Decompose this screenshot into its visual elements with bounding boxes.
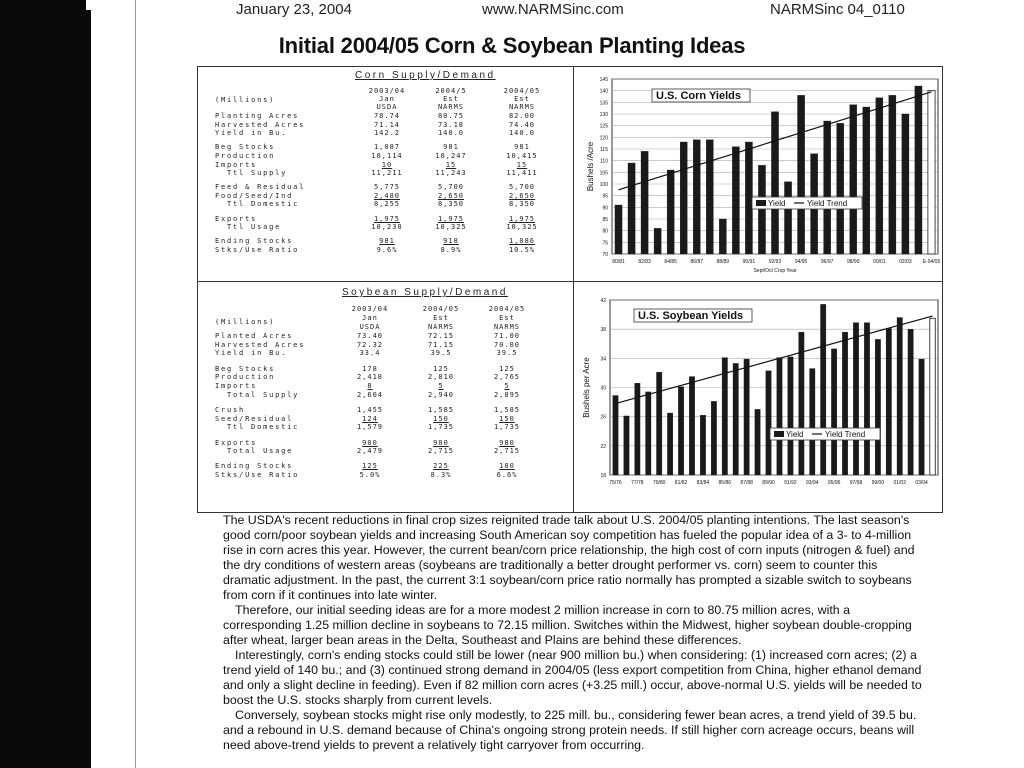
- corn-cell: 11,411: [506, 169, 538, 178]
- soy-cell: 72.32: [356, 340, 384, 349]
- bar-94/95: [820, 304, 825, 475]
- soy-col2-source: NARMS: [427, 323, 455, 331]
- soy-table-row: [215, 382, 565, 391]
- corn-cell: 981: [443, 143, 459, 152]
- soy-cell: 73.40: [356, 332, 384, 340]
- y-tick-label: 125: [599, 123, 608, 130]
- y-tick-label: 135: [599, 100, 608, 107]
- bar-96/97: [824, 121, 831, 254]
- corn-table-title: Corn Supply/Demand: [355, 70, 496, 81]
- corn-row-label: Beg Stocks: [215, 143, 276, 152]
- corn-units-label: (Millions): [215, 96, 276, 104]
- y-tick-label: 18: [600, 473, 606, 479]
- y-tick-label: 140: [599, 88, 608, 95]
- soy-table-row: [215, 439, 565, 448]
- corn-cell: 74.40: [508, 120, 536, 129]
- bar-88/89: [755, 409, 760, 475]
- soy-cell: 1,579: [356, 423, 384, 432]
- corn-row-label: Yield in Bu.: [215, 129, 288, 138]
- soybean-supply-demand-table: [215, 283, 565, 511]
- bar-90/91: [777, 358, 782, 475]
- soy-header-year-row: [215, 305, 565, 314]
- corn-cell: 9.6%: [376, 245, 398, 254]
- soy-table-row: [215, 373, 565, 382]
- y-tick-label: 75: [602, 240, 608, 247]
- y-tick-label: 34: [600, 356, 606, 363]
- corn-cell: 10,325: [435, 223, 467, 232]
- x-tick-label: 99/00: [871, 480, 885, 486]
- corn-cell: 5,700: [437, 183, 465, 192]
- corn-cell: 11,243: [435, 169, 467, 178]
- x-tick-label: 85/86: [718, 480, 732, 486]
- corn-row-label: Harvested Acres: [215, 120, 306, 129]
- bar-99/00: [875, 339, 880, 475]
- y-tick-label: 26: [600, 414, 606, 421]
- soy-cell: 2,604: [356, 390, 384, 399]
- corn-col2-year: 2004/5: [435, 87, 467, 95]
- soy-row-label: Ending Stocks: [215, 462, 294, 471]
- corn-cell: 82.00: [508, 112, 536, 120]
- corn-cell: 2,480: [373, 191, 401, 200]
- corn-cell: 11,211: [371, 169, 403, 178]
- x-tick-label: 97/98: [849, 480, 863, 486]
- bar-87/88: [706, 140, 713, 254]
- soy-cell: 39.5: [496, 349, 518, 358]
- corn-table-row: [215, 129, 565, 138]
- corn-cell: 140.0: [508, 129, 536, 138]
- x-tick-label: 75/76: [609, 480, 622, 486]
- soy-table-row: [215, 391, 565, 400]
- soy-row-label: Production: [215, 373, 276, 382]
- soy-cell: 125: [362, 462, 378, 471]
- corn-table-row: [215, 246, 565, 255]
- x-tick-label: 87/88: [740, 480, 753, 486]
- bar-86/87: [693, 140, 700, 254]
- bar-86/87: [733, 363, 738, 475]
- y-tick-label: 42: [600, 298, 606, 304]
- corn-cell: 140.0: [437, 129, 465, 138]
- x-tick-label: 01/02: [893, 480, 906, 486]
- soy-col2-year: 2004/05: [422, 305, 460, 313]
- bar-93/94: [810, 369, 815, 475]
- bar-98/99: [850, 105, 857, 254]
- soy-cell: 1,455: [356, 405, 384, 414]
- bar-01/02: [889, 95, 896, 254]
- soy-row-label: Total Usage: [227, 447, 294, 456]
- x-tick-label: 94/95: [794, 259, 808, 265]
- bar-91/92: [758, 165, 765, 254]
- corn-cell: 1,975: [508, 214, 536, 223]
- corn-cell: 1,086: [508, 237, 536, 246]
- bar-80/81: [667, 413, 672, 475]
- y-tick-label: 30: [600, 385, 606, 392]
- bar-94/95: [797, 95, 804, 254]
- bar-87/88: [744, 359, 749, 475]
- bar-81/82: [628, 163, 635, 254]
- x-tick-label: 79/80: [652, 480, 666, 486]
- corn-cell: 918: [443, 237, 459, 246]
- soy-cell: 70.00: [493, 340, 521, 349]
- soy-cell: 1,585: [427, 405, 455, 414]
- y-axis-label: Bushels per Acre: [582, 357, 591, 418]
- corn-cell: 981: [379, 237, 395, 246]
- x-tick-label: 92/93: [768, 259, 782, 265]
- soy-cell: 2,895: [493, 390, 521, 399]
- corn-cell: 981: [514, 143, 530, 152]
- soy-cell: 2,715: [427, 447, 455, 456]
- corn-row-label: Food/Seed/Ind: [215, 191, 294, 200]
- chart-legend: [770, 428, 880, 440]
- corn-row-label: Feed & Residual: [215, 183, 306, 192]
- bar-91/92: [788, 357, 793, 475]
- corn-cell: 2,650: [437, 191, 465, 200]
- y-tick-label: 115: [600, 147, 608, 153]
- bar-89/90: [732, 147, 739, 254]
- bar-82/83: [641, 151, 648, 254]
- bar-83/84: [654, 228, 661, 254]
- soy-row-label: Beg Stocks: [215, 364, 276, 373]
- soy-header-period-row: [215, 314, 565, 326]
- soy-col1-source: USDA: [359, 323, 381, 331]
- soy-cell: 2,765: [493, 373, 521, 382]
- page-left-edge: [135, 0, 136, 768]
- soy-cell: 33.4: [359, 349, 381, 358]
- y-tick-label: 110: [600, 158, 608, 165]
- soy-row-label: Stks/Use Ratio: [215, 471, 300, 480]
- chart-title: U.S. Soybean Yields: [638, 310, 744, 322]
- corn-row-label: Production: [215, 151, 276, 160]
- soy-row-label: Seed/Residual: [215, 414, 294, 423]
- x-tick-label: 77/78: [631, 480, 644, 486]
- bar-02/03: [908, 329, 913, 475]
- x-tick-label: 88/89: [716, 259, 730, 265]
- bar-93/94: [784, 182, 791, 254]
- corn-col2-period: Est: [443, 95, 459, 103]
- corn-cell: 71.14: [373, 120, 401, 129]
- y-tick-label: 100: [599, 182, 608, 188]
- soy-table-row: [215, 349, 565, 358]
- corn-cell: 1,087: [373, 143, 401, 152]
- soy-row-label: Exports: [215, 438, 258, 447]
- bar-75/76: [613, 396, 618, 475]
- chart-title: U.S. Corn Yields: [656, 90, 741, 102]
- corn-cell: 8,350: [437, 200, 465, 209]
- y-axis-label: Bushels /Acre: [586, 141, 595, 192]
- scan-binding-edge: [0, 0, 91, 768]
- soy-col2-period: Est: [433, 314, 449, 322]
- corn-cell: 10.5%: [508, 245, 536, 254]
- soy-cell: 225: [433, 462, 449, 471]
- corn-row-label: Exports: [215, 214, 258, 223]
- soy-cell: 5: [504, 382, 510, 390]
- x-tick-label: 95/96: [827, 480, 841, 486]
- soy-table-row: [215, 415, 565, 424]
- bar-89/90: [766, 371, 771, 475]
- corn-row-label: Planting Acres: [215, 112, 300, 120]
- corn-row-label: Ending Stocks: [215, 237, 294, 246]
- corn-supply-demand-table: [215, 66, 565, 280]
- bar-85/86: [722, 358, 727, 475]
- bar-92/93: [771, 112, 778, 254]
- x-tick-label: 00/01: [873, 259, 886, 265]
- x-tick-label: 86/87: [690, 259, 704, 265]
- corn-cell: 10,247: [435, 151, 467, 160]
- corn-cell: 8,255: [373, 200, 401, 209]
- soy-cell: 180: [499, 462, 515, 471]
- x-tick-label: 84/85: [664, 259, 677, 265]
- y-tick-label: 145: [599, 77, 608, 83]
- soy-col1-period: Jan: [362, 314, 378, 322]
- bar-04/05: [930, 318, 935, 475]
- corn-cell: 8,350: [508, 200, 536, 209]
- corn-col3-period: Est: [514, 95, 530, 103]
- soy-table-row: [215, 341, 565, 350]
- corn-cell: 10,415: [506, 151, 538, 160]
- soy-cell: 125: [433, 364, 449, 373]
- corn-table-row: [215, 200, 565, 209]
- bar-E-04/05: [928, 91, 935, 254]
- corn-cell: 8.9%: [440, 245, 462, 254]
- soy-cell: 8.3%: [430, 471, 452, 480]
- corn-row-label: Stks/Use Ratio: [215, 245, 300, 254]
- y-tick-label: 38: [600, 327, 606, 334]
- soy-cell: 178: [362, 364, 378, 373]
- body-paragraph-3: Interestingly, corn's ending stocks could still be lower (near 900 million bu.) when considering: (1) increased corn acres; (2) a trend yield of 140 bu.; and (3) continued strong demand in 2004/05 (less export competition from China, higher ethanol demand and only a slight decline in feeding). Even if 82 million corn acres (+3.25 mill.) occur, above-normal U.S. yields will be needed to boost the U.S. stocks sharply from current levels.: [223, 648, 922, 707]
- soy-cell: 5.0%: [359, 471, 381, 480]
- bar-85/86: [680, 142, 687, 254]
- corn-cell: 10: [381, 160, 393, 169]
- body-paragraph-4: Conversely, soybean stocks might rise only modestly, to 225 mill. bu., considering fewer bean acres, a trend yield of 39.5 bu. and a rebound in U.S. demand because of China's ongoing strong protein needs. If still higher corn acreage occurs, beans will need above-trend yields to prevent a relatively tight carryover from occurring.: [223, 708, 917, 752]
- soy-row-label: Harvested Acres: [215, 340, 306, 349]
- bar-79/80: [656, 372, 661, 475]
- corn-cell: 142.2: [373, 129, 401, 138]
- soy-cell: 2,715: [493, 447, 521, 456]
- soy-row-label: Yield in Bu.: [215, 349, 288, 358]
- soy-row-label: Total Supply: [227, 390, 300, 399]
- bar-84/85: [711, 401, 716, 475]
- legend-trend-label: Yield Trend: [825, 430, 866, 439]
- x-tick-label: 80/81: [612, 259, 625, 265]
- corn-row-label: Imports: [215, 160, 258, 169]
- soy-row-label: Ttl Domestic: [227, 423, 300, 432]
- soy-cell: 2,810: [427, 373, 455, 382]
- bar-99/00: [863, 107, 870, 254]
- x-tick-label: 89/90: [762, 480, 775, 486]
- soy-cell: 72.15: [427, 332, 455, 340]
- corn-yield-chart: [574, 67, 942, 281]
- bar-98/99: [864, 323, 869, 475]
- soy-cell: 6.6%: [496, 471, 518, 480]
- x-tick-label: 98/99: [846, 259, 860, 265]
- soy-cell: 124: [362, 414, 378, 423]
- x-tick-label: 93/94: [806, 480, 819, 486]
- y-tick-label: 22: [600, 443, 606, 450]
- corn-cell: 1,975: [437, 214, 465, 223]
- header-doc-id: NARMSinc 04_0110: [770, 1, 905, 18]
- header-date: January 23, 2004: [236, 1, 352, 18]
- x-tick-label: 02/03: [899, 259, 912, 265]
- soy-col1-year: 2003/04: [351, 305, 389, 313]
- legend-yield-label: Yield: [786, 430, 804, 439]
- bar-02/03: [902, 114, 909, 254]
- soy-cell: 150: [433, 414, 449, 423]
- soy-cell: 900: [362, 438, 378, 447]
- soy-cell: 125: [499, 364, 515, 373]
- x-tick-label: 03/04: [915, 480, 928, 486]
- bar-96/97: [842, 332, 847, 475]
- y-tick-label: 130: [599, 112, 608, 118]
- corn-cell: 10,114: [371, 151, 403, 160]
- bar-84/85: [667, 170, 674, 254]
- corn-table-row: [215, 169, 565, 178]
- corn-cell: 10,325: [506, 223, 538, 232]
- y-tick-label: 95: [602, 193, 608, 200]
- bar-88/89: [719, 219, 726, 254]
- soy-col3-source: NARMS: [493, 323, 521, 331]
- soy-table-row: [215, 462, 565, 471]
- header-url: www.NARMSinc.com: [482, 1, 624, 18]
- soy-col3-period: Est: [499, 314, 515, 322]
- corn-col3-year: 2004/05: [503, 87, 541, 95]
- y-tick-label: 90: [602, 205, 608, 212]
- x-tick-label: 82/83: [638, 259, 651, 265]
- soy-units-label: (Millions): [215, 318, 276, 326]
- x-tick-label: 81/82: [674, 480, 688, 486]
- corn-col3-source: NARMS: [508, 103, 536, 111]
- corn-row-label: Ttl Domestic: [227, 200, 300, 209]
- bar-80/81: [615, 205, 622, 254]
- y-tick-label: 85: [602, 217, 608, 223]
- corn-col1-period: Jan: [379, 95, 395, 103]
- bar-78/79: [646, 392, 651, 475]
- soy-cell: 1,735: [493, 423, 521, 432]
- y-tick-label: 120: [599, 135, 608, 142]
- soy-cell: 2,479: [356, 447, 384, 456]
- corn-cell: 5,775: [373, 183, 401, 192]
- soy-cell: 150: [499, 414, 515, 423]
- soybean-yield-chart: [574, 282, 942, 511]
- y-tick-label: 80: [602, 228, 608, 235]
- corn-col2-source: NARMS: [437, 103, 465, 111]
- corn-row-label: Ttl Usage: [227, 223, 282, 232]
- soy-cell: 71.15: [427, 340, 455, 349]
- corn-cell: 1,975: [373, 214, 401, 223]
- corn-cell: 15: [516, 160, 528, 169]
- bar-97/98: [837, 123, 844, 254]
- corn-cell: 80.75: [437, 112, 465, 120]
- legend-yield-swatch: [774, 431, 784, 437]
- legend-trend-label: Yield Trend: [807, 199, 848, 208]
- bar-97/98: [853, 323, 858, 475]
- corn-cell: 2,650: [508, 191, 536, 200]
- x-tick-label: 91/92: [784, 480, 797, 486]
- corn-col1-source: USDA: [376, 103, 398, 111]
- soy-table-row: [215, 423, 565, 432]
- soy-table-row: [215, 365, 565, 374]
- x-tick-label: E-04/05: [922, 259, 941, 265]
- soy-cell: 980: [499, 438, 515, 447]
- soy-cell: 8: [367, 382, 373, 390]
- soy-cell: 1,585: [493, 405, 521, 414]
- corn-cell: 15: [445, 160, 457, 169]
- x-axis-label: Sept/Oct Crop Year: [753, 268, 797, 274]
- soy-cell: 39.5: [430, 349, 452, 358]
- corn-cell: 5,700: [508, 183, 536, 192]
- page-header: [0, 0, 1024, 22]
- bar-81/82: [678, 387, 683, 475]
- body-paragraph-2: Therefore, our initial seeding ideas are for a more modest 2 million increase in corn to 80.75 million acres, with a corresponding 1.25 million decline in soybeans to 72.15 million. Switches within the Midwest, higher soybean double-cropping after wheat, larger bean areas in the Delta, Southeast and Plains are behind these differences.: [223, 603, 912, 647]
- x-tick-label: 96/97: [820, 259, 834, 265]
- soy-table-row: [215, 332, 565, 341]
- corn-cell: 73.18: [437, 120, 465, 129]
- y-tick-label: 70: [602, 252, 608, 258]
- legend-yield-swatch: [756, 200, 766, 206]
- bar-92/93: [799, 332, 804, 475]
- soy-table-row: [215, 471, 565, 480]
- soy-cell: 2,418: [356, 373, 384, 382]
- corn-table-row: [215, 223, 565, 232]
- bar-83/84: [700, 415, 705, 475]
- bar-00/01: [886, 328, 891, 475]
- soy-row-label: Imports: [215, 382, 258, 390]
- corn-cell: 10,230: [371, 223, 403, 232]
- legend-yield-label: Yield: [768, 199, 786, 208]
- body-paragraph-1: The USDA's recent reductions in final crop sizes reignited trade talk about U.S. 2004/05 planting intentions. The last season's good corn/poor soybean yields and increasing South American soy competition has fueled the popular idea of a 3- to 4-million rise in corn acres this year. However, the current bean/corn price relationship, the high cost of corn inputs (nitrogen & fuel) and the dry conditions of western areas (soybeans are traditionally a better drought performer vs. corn) seem to counter this dramatic adjustment. In the past, the current 3:1 soybean/corn price ratio normally has prompted a sizable switch to soybeans from corn if it continues into late winter.: [223, 513, 915, 602]
- bar-00/01: [876, 98, 883, 254]
- soy-table-row: [215, 406, 565, 415]
- page-title: Initial 2004/05 Corn & Soybean Planting Ideas: [278, 33, 746, 58]
- soy-cell: 2,940: [427, 390, 455, 399]
- corn-cell: 78.74: [373, 112, 401, 120]
- bar-01/02: [897, 318, 902, 476]
- soy-table-title: Soybean Supply/Demand: [342, 287, 508, 298]
- corn-row-label: Ttl Supply: [227, 169, 288, 178]
- soy-cell: 5: [438, 382, 444, 390]
- soy-cell: 71.00: [493, 332, 521, 340]
- x-tick-label: 90/91: [742, 259, 756, 265]
- soy-row-label: Crush: [215, 405, 246, 414]
- bar-82/83: [689, 377, 694, 475]
- soy-cell: 1,735: [427, 423, 455, 432]
- soy-col3-year: 2004/05: [488, 305, 526, 313]
- bar-76/77: [624, 416, 629, 475]
- corn-col1-year: 2003/04: [368, 87, 406, 95]
- article-body: [223, 513, 923, 753]
- soy-table-row: [215, 447, 565, 456]
- soy-cell: 980: [433, 438, 449, 447]
- soy-header-source-row: [215, 323, 565, 332]
- chart-legend: [752, 197, 862, 209]
- y-tick-label: 105: [599, 170, 608, 177]
- soy-row-label: Planted Acres: [215, 332, 294, 340]
- corn-header-source-row: [215, 103, 565, 112]
- bar-03/04: [915, 86, 922, 254]
- bar-95/96: [831, 349, 836, 475]
- bar-90/91: [745, 142, 752, 254]
- bar-03/04: [919, 359, 924, 475]
- x-tick-label: 83/84: [696, 480, 710, 486]
